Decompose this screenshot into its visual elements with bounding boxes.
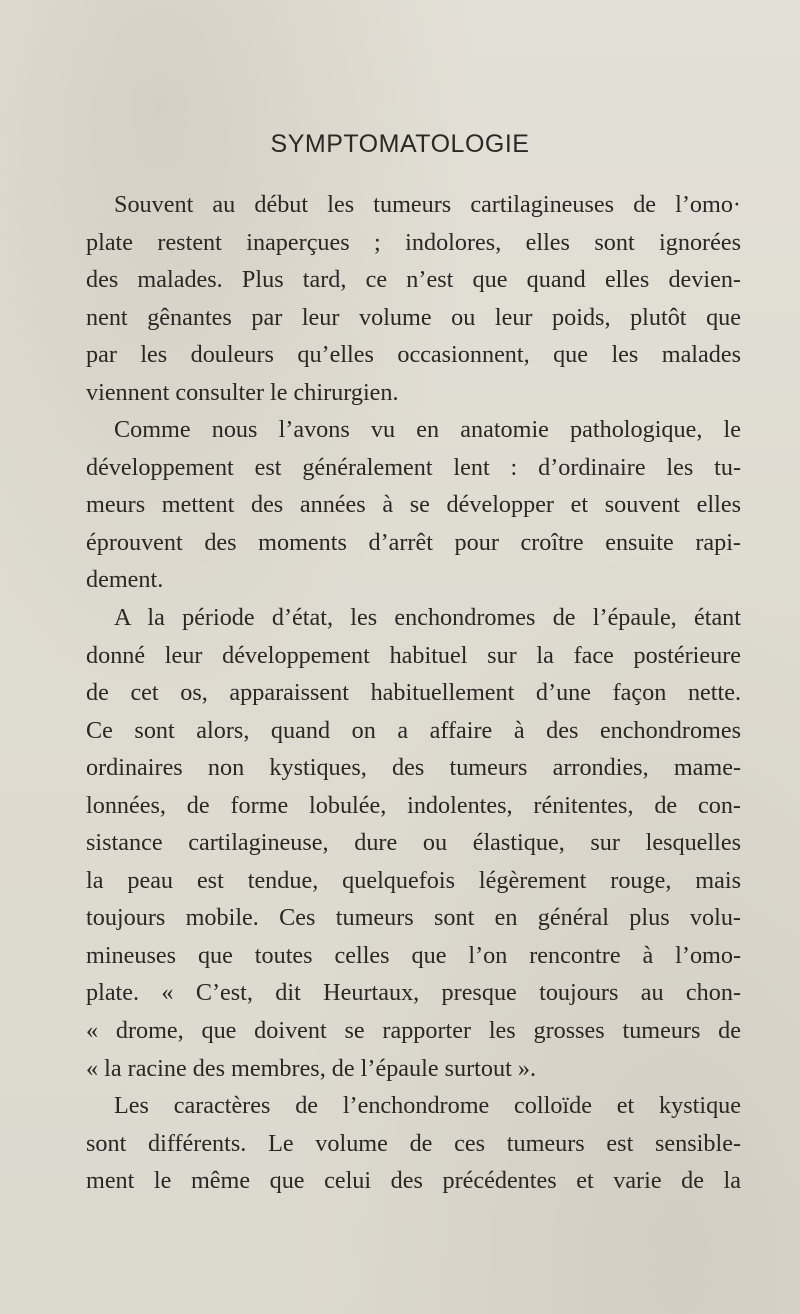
text-line: donné leur développement habituel sur la face postérieure [86, 641, 741, 669]
text-line: Comme nous l’avons vu en anatomie pathologique, le [114, 416, 741, 444]
text-line: toujours mobile. Ces tumeurs sont en général plus volu- [86, 904, 741, 932]
text-line: mineuses que toutes celles que l’on rencontre à l’omo- [86, 941, 741, 969]
text-line: éprouvent des moments d’arrêt pour croître ensuite rapi- [86, 528, 741, 556]
text-line: de cet os, apparaissent habituellement d’une façon nette. [86, 679, 741, 707]
text-line: meurs mettent des années à se développer et souvent elles [86, 491, 741, 519]
text-line: nent gênantes par leur volume ou leur poids, plutôt que [86, 303, 741, 331]
text-line: plate. « C’est, dit Heurtaux, presque toujours au chon- [86, 979, 741, 1007]
text-line: ordinaires non kystiques, des tumeurs arrondies, mame- [86, 754, 741, 782]
text-line: sont différents. Le volume de ces tumeurs est sensible- [86, 1129, 741, 1157]
text-line: viennent consulter le chirurgien. [86, 378, 399, 406]
text-line: ment le même que celui des précédentes et varie de la [86, 1167, 741, 1195]
section-heading: SYMPTOMATOLOGIE [270, 130, 530, 158]
text-line: « la racine des membres, de l’épaule surtout ». [86, 1054, 536, 1082]
text-line: plate restent inaperçues ; indolores, elles sont ignorées [86, 228, 741, 256]
text-line: la peau est tendue, quelquefois légèrement rouge, mais [86, 866, 741, 894]
text-line: sistance cartilagineuse, dure ou élastique, sur lesquelles [86, 829, 741, 857]
text-line: lonnées, de forme lobulée, indolentes, rénitentes, de con- [86, 791, 741, 819]
text-line: « drome, que doivent se rapporter les grosses tumeurs de [86, 1017, 741, 1045]
text-line: dement. [86, 566, 164, 594]
text-line: Les caractères de l’enchondrome colloïde et kystique [114, 1092, 741, 1120]
text-line: A la période d’état, les enchondromes de l’épaule, étant [114, 604, 741, 632]
text-line: Ce sont alors, quand on a affaire à des enchondromes [86, 716, 741, 744]
text-line: des malades. Plus tard, ce n’est que quand elles devien- [86, 266, 741, 294]
text-line: par les douleurs qu’elles occasionnent, que les malades [86, 341, 741, 369]
text-line: développement est généralement lent : d’ordinaire les tu- [86, 453, 741, 481]
body-text [86, 186, 741, 1200]
text-line: Souvent au début les tumeurs cartilagineuses de l’omo· [114, 191, 741, 218]
